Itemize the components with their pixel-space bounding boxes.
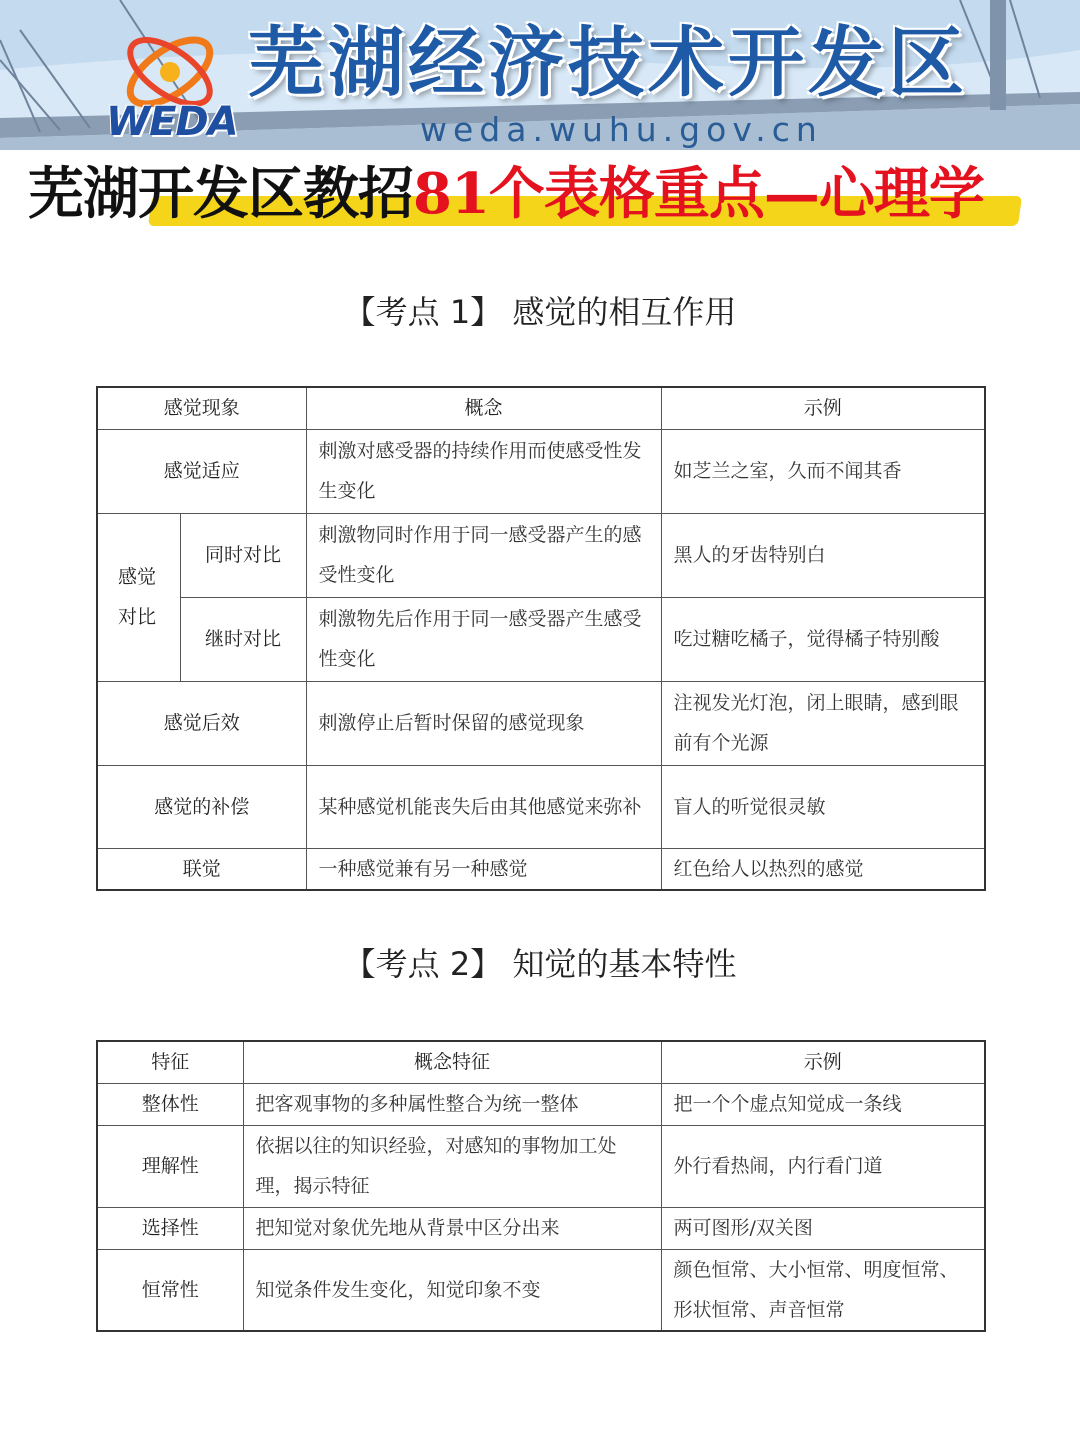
row-concept: 刺激物先后作用于同一感受器产生感受性变化 <box>306 597 661 681</box>
row-concept: 把客观事物的多种属性整合为统一整体 <box>243 1083 661 1125</box>
table-header-row <box>97 1041 985 1083</box>
header-cell: 特征 <box>97 1041 243 1083</box>
headline <box>28 154 1068 234</box>
banner-title: 芜湖经济技术开发区 <box>248 18 968 107</box>
table-row <box>97 1249 985 1331</box>
row-name: 感觉后效 <box>97 681 306 765</box>
row-example: 颜色恒常、大小恒常、明度恒常、形状恒常、声音恒常 <box>661 1249 985 1331</box>
row-example: 如芝兰之室，久而不闻其香 <box>661 429 985 513</box>
header-cell: 示例 <box>661 387 985 429</box>
row-example: 两可图形/双关图 <box>661 1207 985 1249</box>
table-row <box>97 1083 985 1125</box>
banner-url: weda.wuhu.gov.cn <box>420 110 823 149</box>
headline-red-part: 81个表格重点—心理学 <box>413 161 984 227</box>
row-name: 同时对比 <box>180 513 306 597</box>
row-name: 恒常性 <box>97 1249 243 1331</box>
table-row <box>97 681 985 765</box>
row-name: 理解性 <box>97 1125 243 1207</box>
row-example: 红色给人以热烈的感觉 <box>661 848 985 890</box>
headline-area <box>0 150 1080 240</box>
table-header-row <box>97 387 985 429</box>
row-concept: 刺激停止后暂时保留的感觉现象 <box>306 681 661 765</box>
row-name: 继时对比 <box>180 597 306 681</box>
row-example: 把一个个虚点知觉成一条线 <box>661 1083 985 1125</box>
row-concept: 把知觉对象优先地从背景中区分出来 <box>243 1207 661 1249</box>
table-row <box>97 1207 985 1249</box>
table-row <box>97 848 985 890</box>
header-cell: 示例 <box>661 1041 985 1083</box>
row-example: 盲人的听觉很灵敏 <box>661 765 985 848</box>
table-row <box>97 597 985 681</box>
table-row <box>97 513 985 597</box>
header-banner <box>0 0 1080 150</box>
row-group: 感觉对比 <box>97 513 180 681</box>
row-name: 整体性 <box>97 1083 243 1125</box>
row-name: 感觉的补偿 <box>97 765 306 848</box>
logo-text: WEDA <box>106 99 238 145</box>
row-concept: 一种感觉兼有另一种感觉 <box>306 848 661 890</box>
header-cell: 概念特征 <box>243 1041 661 1083</box>
section1-title: 【考点 1】 感觉的相互作用 <box>343 293 737 331</box>
row-example: 注视发光灯泡，闭上眼睛，感到眼前有个光源 <box>661 681 985 765</box>
row-name: 联觉 <box>97 848 306 890</box>
table-row <box>97 429 985 513</box>
table-row <box>97 1125 985 1207</box>
row-name: 选择性 <box>97 1207 243 1249</box>
row-concept: 知觉条件发生变化，知觉印象不变 <box>243 1249 661 1331</box>
sensation-table <box>96 386 986 891</box>
table-row <box>97 765 985 848</box>
row-concept: 某种感觉机能丧失后由其他感觉来弥补 <box>306 765 661 848</box>
row-name: 感觉适应 <box>97 429 306 513</box>
row-concept: 刺激物同时作用于同一感受器产生的感受性变化 <box>306 513 661 597</box>
section2-title: 【考点 2】 知觉的基本特性 <box>343 945 737 983</box>
headline-black-part: 芜湖开发区教招 <box>28 161 413 227</box>
row-example: 外行看热闹，内行看门道 <box>661 1125 985 1207</box>
header-cell: 概念 <box>306 387 661 429</box>
row-example: 吃过糖吃橘子，觉得橘子特别酸 <box>661 597 985 681</box>
row-concept: 依据以往的知识经验，对感知的事物加工处理，揭示特征 <box>243 1125 661 1207</box>
header-cell: 感觉现象 <box>97 387 306 429</box>
perception-table <box>96 1040 986 1332</box>
row-concept: 刺激对感受器的持续作用而使感受性发生变化 <box>306 429 661 513</box>
row-example: 黑人的牙齿特别白 <box>661 513 985 597</box>
